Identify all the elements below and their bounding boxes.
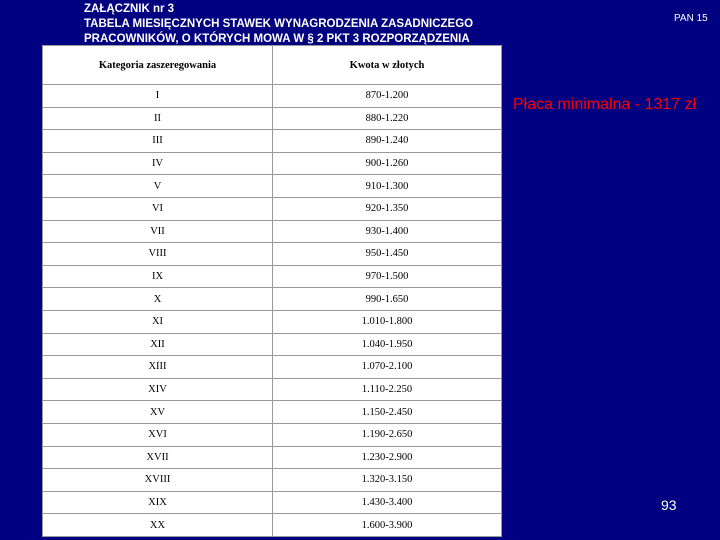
table-row	[43, 356, 502, 379]
table-row	[43, 107, 502, 130]
category-cell: XIX	[43, 491, 273, 514]
amount-cell: 1.600-3.900	[273, 514, 502, 537]
table-row	[43, 333, 502, 356]
amount-cell: 1.150-2.450	[273, 401, 502, 424]
amount-cell: 870-1.200	[273, 85, 502, 108]
amount-cell: 910-1.300	[273, 175, 502, 198]
table-row	[43, 265, 502, 288]
amount-cell: 1.430-3.400	[273, 491, 502, 514]
amount-cell: 1.190-2.650	[273, 423, 502, 446]
table-row	[43, 423, 502, 446]
table-row	[43, 197, 502, 220]
amount-cell: 920-1.350	[273, 197, 502, 220]
table-row	[43, 243, 502, 266]
category-cell: V	[43, 175, 273, 198]
category-cell: III	[43, 130, 273, 153]
table-row	[43, 491, 502, 514]
amount-cell: 1.110-2.250	[273, 378, 502, 401]
column-header-category: Kategoria zaszeregowania	[43, 46, 273, 85]
amount-cell: 890-1.240	[273, 130, 502, 153]
amount-cell: 1.070-2.100	[273, 356, 502, 379]
category-cell: XIV	[43, 378, 273, 401]
category-cell: I	[43, 85, 273, 108]
category-cell: VIII	[43, 243, 273, 266]
category-cell: XI	[43, 310, 273, 333]
amount-cell: 950-1.450	[273, 243, 502, 266]
category-cell: XX	[43, 514, 273, 537]
category-cell: XII	[43, 333, 273, 356]
amount-cell: 880-1.220	[273, 107, 502, 130]
category-cell: VI	[43, 197, 273, 220]
category-cell: XVII	[43, 446, 273, 469]
amount-cell: 970-1.500	[273, 265, 502, 288]
amount-cell: 900-1.260	[273, 152, 502, 175]
amount-cell: 990-1.650	[273, 288, 502, 311]
table-row	[43, 220, 502, 243]
category-cell: XV	[43, 401, 273, 424]
table-row	[43, 288, 502, 311]
amount-cell: 1.230-2.900	[273, 446, 502, 469]
category-cell: IV	[43, 152, 273, 175]
minimum-wage-note: Płaca minimalna - 1317 zł	[513, 96, 697, 113]
amount-cell: 930-1.400	[273, 220, 502, 243]
category-cell: XVI	[43, 423, 273, 446]
table-row	[43, 446, 502, 469]
table-row	[43, 514, 502, 537]
title-line: ZAŁĄCZNIK nr 3	[84, 3, 175, 15]
table-row	[43, 175, 502, 198]
amount-cell: 1.320-3.150	[273, 469, 502, 492]
table-row	[43, 401, 502, 424]
category-cell: II	[43, 107, 273, 130]
category-cell: XIII	[43, 356, 273, 379]
page-number: 93	[661, 497, 677, 513]
column-header-amount: Kwota w złotych	[273, 46, 502, 85]
table-row	[43, 469, 502, 492]
table-body	[43, 85, 502, 537]
table-row	[43, 378, 502, 401]
category-cell: IX	[43, 265, 273, 288]
slide-tag: PAN 15	[674, 13, 708, 24]
amount-cell: 1.040-1.950	[273, 333, 502, 356]
title-line: PRACOWNIKÓW, O KTÓRYCH MOWA W § 2 PKT 3 ROZPORZĄDZENIA	[84, 33, 470, 45]
table-row	[43, 130, 502, 153]
category-cell: X	[43, 288, 273, 311]
amount-cell: 1.010-1.800	[273, 310, 502, 333]
slide-title	[84, 2, 524, 47]
salary-table	[42, 45, 502, 537]
table-header-row	[43, 46, 502, 85]
title-line: TABELA MIESIĘCZNYCH STAWEK WYNAGRODZENIA ZASADNICZEGO	[84, 18, 474, 30]
table-row	[43, 85, 502, 108]
table-row	[43, 310, 502, 333]
category-cell: XVIII	[43, 469, 273, 492]
category-cell: VII	[43, 220, 273, 243]
table-row	[43, 152, 502, 175]
